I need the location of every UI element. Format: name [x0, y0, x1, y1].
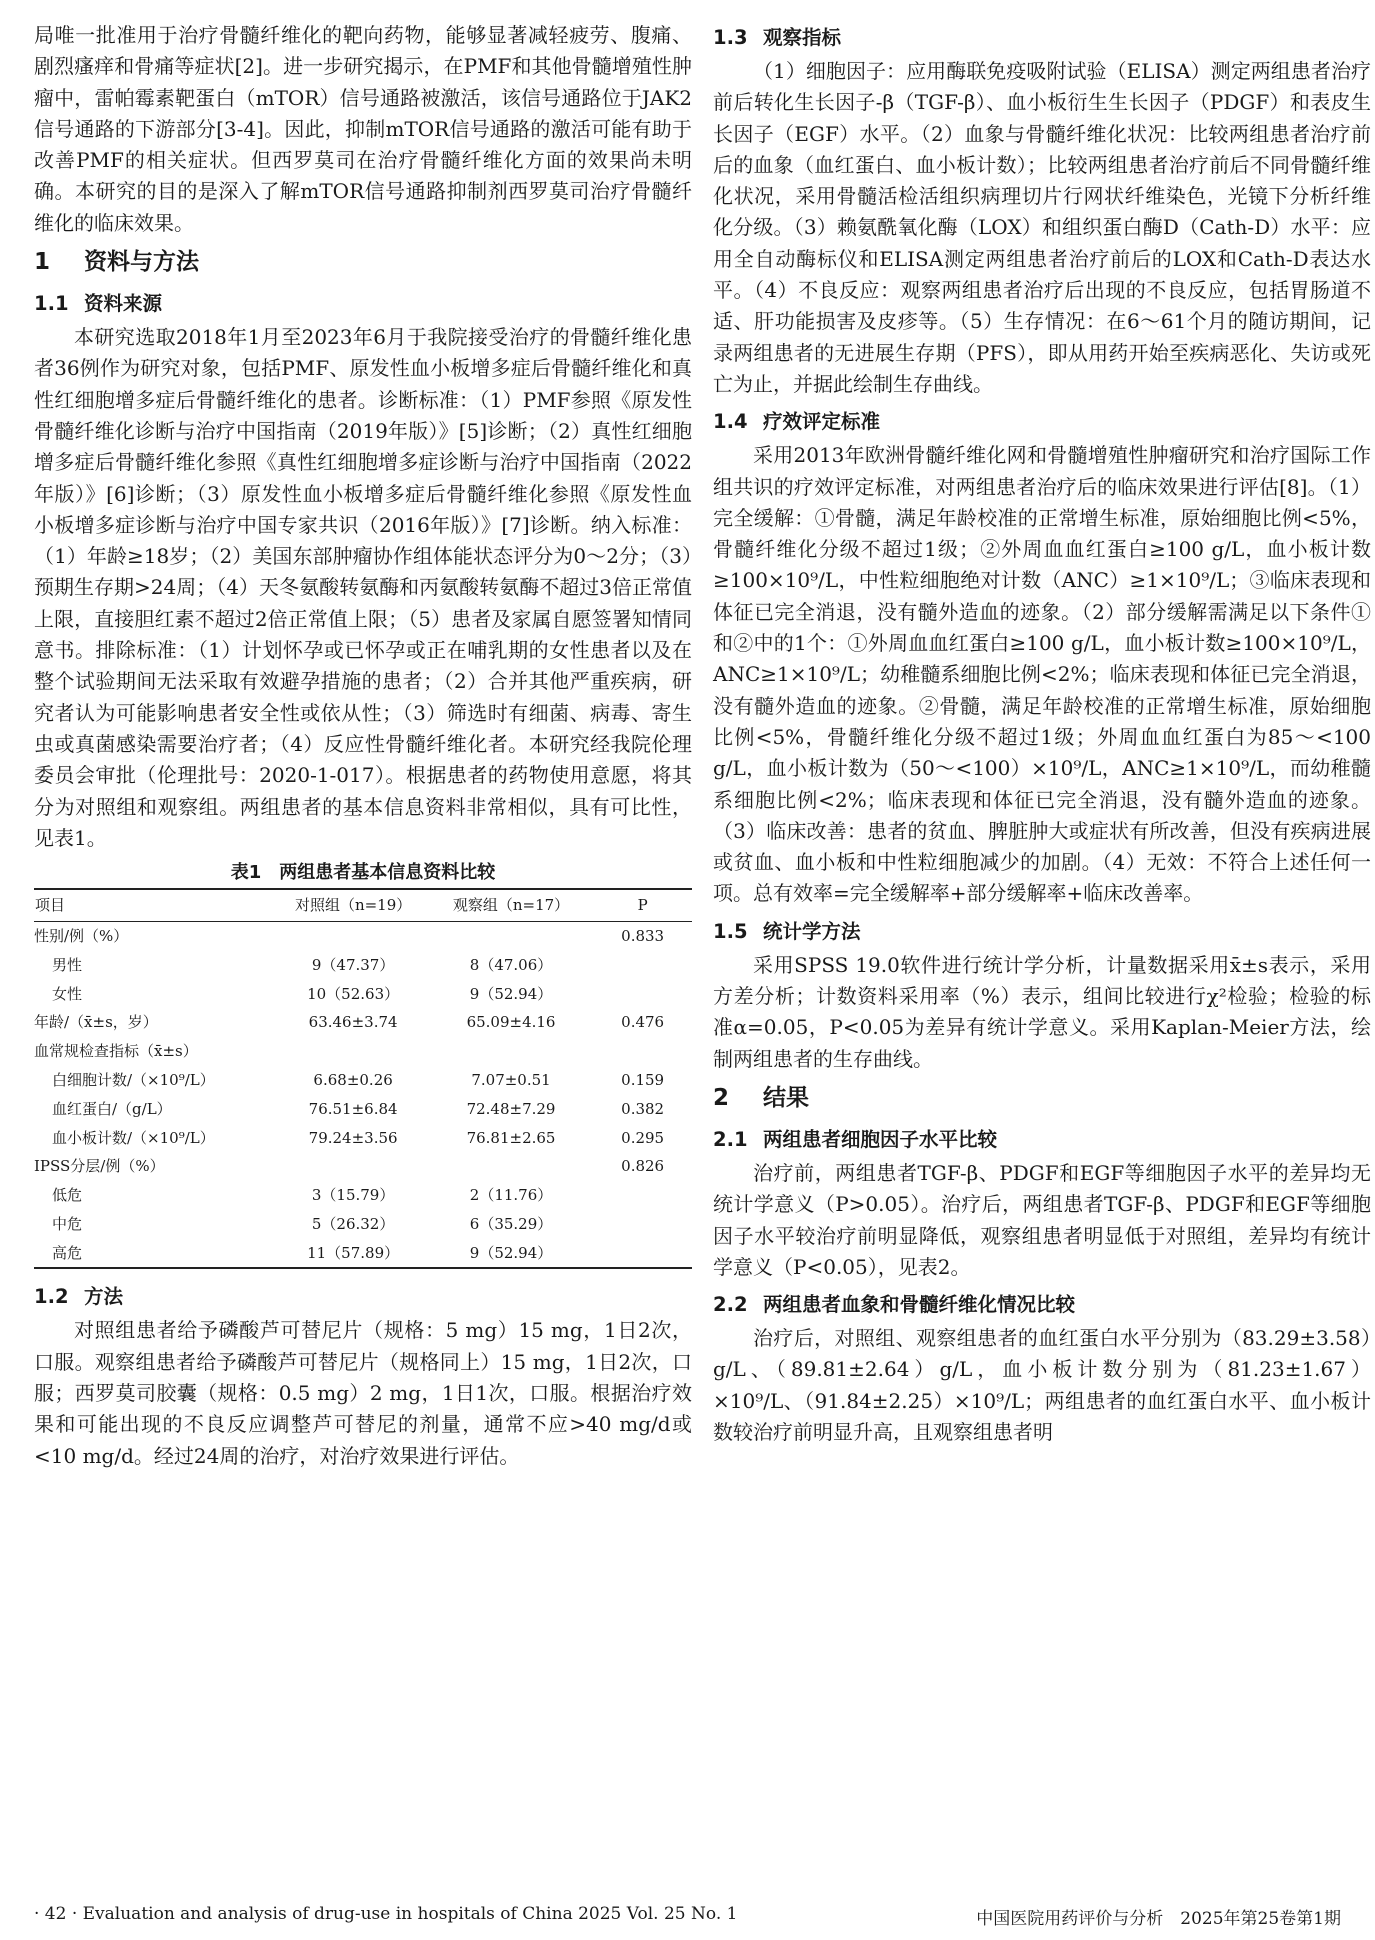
- table-cell: 76.51±6.84: [308, 1099, 398, 1118]
- table-cell: 高危: [52, 1243, 83, 1262]
- table-cell: 6.68±0.26: [313, 1070, 393, 1089]
- table-caption: 表1 两组患者基本信息资料比较: [230, 862, 496, 884]
- subsection-heading-1-4: [713, 404, 1371, 440]
- table-header-cell: P: [593, 889, 692, 921]
- table-cell: [277, 1037, 428, 1066]
- subsection-heading-1-5: [713, 914, 1371, 950]
- table-cell: 65.09±4.16: [466, 1013, 556, 1032]
- left-column: [34, 20, 692, 1472]
- table-cell: 9（52.94）: [469, 984, 553, 1003]
- table-cell: [277, 1152, 428, 1181]
- table-cell: 女性: [52, 984, 83, 1003]
- table-cell: 性别/例（%）: [34, 926, 129, 945]
- table-cell: 11（57.89）: [307, 1243, 400, 1262]
- table-cell: 8（47.06）: [469, 955, 553, 974]
- table-cell: [593, 1210, 692, 1239]
- paragraph-blood-fibrosis: 治疗后，对照组、观察组患者的血红蛋白水平分别为（83.29±3.58）g/L、（89.81±2.64）g/L，血小板计数分别为（81.23±1.67）×10⁹/L、（91.84±2.25）×10⁹/L；两组患者的血红蛋白水平、血小板计数较治疗前明显升高，且观察组患者明: [713, 1326, 1371, 1444]
- table-cell: 0.159: [621, 1070, 665, 1089]
- table-cell: [593, 1239, 692, 1269]
- table-header-row: [34, 889, 692, 921]
- table-row: [34, 1008, 692, 1037]
- table-cell: [593, 980, 692, 1009]
- table-row: [34, 951, 692, 980]
- table-cell: 72.48±7.29: [466, 1099, 556, 1118]
- table-cell: 血小板计数/（×10⁹/L）: [52, 1128, 215, 1147]
- right-column: [713, 20, 1371, 1448]
- table-cell: 9（52.94）: [469, 1243, 553, 1262]
- section-number: 1: [34, 249, 51, 276]
- table-cell: [593, 1037, 692, 1066]
- subsection-title: 方法: [84, 1285, 124, 1309]
- table-cell: [593, 1181, 692, 1210]
- subsection-title: 观察指标: [763, 26, 842, 49]
- paragraph-data-source: 本研究选取2018年1月至2023年6月于我院接受治疗的骨髓纤维化患者36例作为研究对象，包括PMF、原发性血小板增多症后骨髓纤维化和真性红细胞增多症后骨髓纤维化的患者。诊断标准：（1）PMF参照《原发性骨髓纤维化诊断与治疗中国指南（2019年版）》[5]诊断；（2）真性红细胞增多症后骨髓纤维化参照《真性红细胞增多症诊断与治疗中国指南（2022年版）》[6]诊断；（3）原发性血小板增多症后骨髓纤维化参照《原发性血小板增多症诊断与治疗中国专家共识（2016年版）》[7]诊断。纳入标准：（1）年龄≥18岁；（2）美国东部肿瘤协作组体能状态评分为0～2分；（3）预期生存期>24周；（4）天冬氨酸转氨酶和丙氨酸转氨酶不超过3倍正常值上限，直接胆红素不超过2倍正常值上限；（5）患者及家属自愿签署知情同意书。排除标准：（1）计划怀孕或已怀孕或正在哺乳期的女性患者以及在整个试验期间无法采取有效避孕措施的患者；（2）合并其他严重疾病，研究者认为可能影响患者安全性或依从性；（3）筛选时有细菌、病毒、寄生虫或真菌感染需要治疗者；（4）反应性骨髓纤维化者。本研究经我院伦理委员会审批（伦理批号：2020-1-017）。根据患者的药物使用意愿，将其分为对照组和观察组。两组患者的基本信息资料非常相似，具有可比性，见表1。: [34, 325, 692, 850]
- subsection-heading-2-2: [713, 1287, 1371, 1323]
- table-cell: [277, 921, 428, 950]
- table-row: [34, 1095, 692, 1124]
- table-row: [34, 1037, 692, 1066]
- table-cell: 年龄/（x̄±s，岁）: [34, 1013, 158, 1032]
- table-cell: 76.81±2.65: [466, 1128, 556, 1147]
- table-row: [34, 1066, 692, 1095]
- section-heading-1: [34, 242, 692, 282]
- table-header-cell: 项目: [34, 889, 277, 921]
- section-number: 2: [713, 1084, 730, 1111]
- subsection-number: 1.1: [34, 292, 69, 316]
- table-cell: 0.833: [621, 926, 665, 945]
- footer-journal-en: · 42 · Evaluation and analysis of drug-use in hospitals of China 2025 Vol. 25 No. 1: [34, 1904, 738, 1924]
- table-row: [34, 1124, 692, 1153]
- table-cell: 0.826: [621, 1157, 665, 1176]
- table-cell: 63.46±3.74: [308, 1013, 398, 1032]
- table-cell: 5（26.32）: [311, 1214, 395, 1233]
- table-cell: 男性: [52, 955, 83, 974]
- baseline-table: [34, 888, 692, 1269]
- subsection-number: 2.2: [713, 1293, 748, 1317]
- table-cell: 血常规检查指标（x̄±s）: [34, 1042, 198, 1061]
- subsection-title: 统计学方法: [763, 919, 861, 943]
- table-row: [34, 1239, 692, 1269]
- subsection-heading-1-1: [34, 286, 692, 322]
- section-title: 资料与方法: [84, 249, 199, 276]
- subsection-heading-2-1: [713, 1122, 1371, 1158]
- subsection-number: 1.3: [713, 26, 748, 49]
- table-cell: 血红蛋白/（g/L）: [52, 1099, 172, 1118]
- table-cell: 6（35.29）: [469, 1214, 553, 1233]
- table-cell: 0.295: [621, 1128, 665, 1147]
- subsection-title: 疗效评定标准: [763, 410, 881, 434]
- paragraph-methods: 对照组患者给予磷酸芦可替尼片（规格：5 mg）15 mg，1日2次，口服。观察组患者给予磷酸芦可替尼片（规格同上）15 mg，1日2次，口服；西罗莫司胶囊（规格：0.5 mg）2 mg，1日1次，口服。根据治疗效果和可能出现的不良反应调整芦可替尼的剂量，通常不应>40 mg/d或<10 mg/d。经过24周的治疗，对治疗效果进行评估。: [34, 1318, 692, 1468]
- table-row: [34, 1210, 692, 1239]
- table-cell: 0.382: [621, 1099, 665, 1118]
- paragraph-intro-continued: 局唯一批准用于治疗骨髓纤维化的靶向药物，能够显著减轻疲劳、腹痛、剧烈瘙痒和骨痛等症状[2]。进一步研究揭示，在PMF和其他骨髓增殖性肿瘤中，雷帕霉素靶蛋白（mTOR）信号通路被激活，该信号通路位于JAK2信号通路的下游部分[3-4]。因此，抑制mTOR信号通路的激活可能有助于改善PMF的相关症状。但西罗莫司在治疗骨髓纤维化方面的效果尚未明确。本研究的目的是深入了解mTOR信号通路抑制剂西罗莫司治疗骨髓纤维化的临床效果。: [34, 23, 692, 235]
- subsection-title: 资料来源: [84, 292, 163, 316]
- table-header-cell: 观察组（n=17）: [429, 889, 594, 921]
- table-cell: 7.07±0.51: [471, 1070, 551, 1089]
- table-cell: [429, 921, 594, 950]
- table-cell: 3（15.79）: [311, 1186, 395, 1205]
- paragraph-cytokines: 治疗前，两组患者TGF-β、PDGF和EGF等细胞因子水平的差异均无统计学意义（P>0.05）。治疗后，两组患者TGF-β、PDGF和EGF等细胞因子水平较治疗前明显降低，观察组患者明显低于对照组，差异均有统计学意义（P<0.05），见表2。: [713, 1160, 1371, 1279]
- paragraph-observation-indicators: （1）细胞因子：应用酶联免疫吸附试验（ELISA）测定两组患者治疗前后转化生长因子-β（TGF-β）、血小板衍生生长因子（PDGF）和表皮生长因子（EGF）水平。（2）血象与骨髓纤维化状况：比较两组患者治疗前后的血象（血红蛋白、血小板计数）；比较两组患者治疗前后不同骨髓纤维化状况，采用骨髓活检活组织病理切片行网状纤维染色，光镜下分析纤维化分级。（3）赖氨酰氧化酶（LOX）和组织蛋白酶D（Cath-D）水平：应用全自动酶标仪和ELISA测定两组患者治疗前后的LOX和Cath-D表达水平。（4）不良反应：观察两组患者治疗后出现的不良反应，包括胃肠道不适、肝功能损害及皮疹等。（5）生存情况：在6～61个月的随访期间，记录两组患者的无进展生存期（PFS），即从用药开始至疾病恶化、失访或死亡为止，并据此绘制生存曲线。: [713, 59, 1371, 396]
- subsection-number: 1.2: [34, 1285, 69, 1309]
- table-cell: 0.476: [621, 1013, 665, 1032]
- subsection-title: 两组患者细胞因子水平比较: [763, 1127, 998, 1151]
- table-cell: 79.24±3.56: [308, 1128, 398, 1147]
- subsection-title: 两组患者血象和骨髓纤维化情况比较: [763, 1293, 1076, 1317]
- table-cell: 10（52.63）: [307, 984, 400, 1003]
- table-row: [34, 921, 692, 950]
- table-cell: 2（11.76）: [469, 1186, 553, 1205]
- subsection-heading-1-2: [34, 1279, 692, 1315]
- subsection-number: 1.5: [713, 919, 748, 943]
- subsection-number: 1.4: [713, 410, 748, 434]
- subsection-number: 2.1: [713, 1127, 748, 1151]
- table-cell: 白细胞计数/（×10⁹/L）: [52, 1070, 215, 1089]
- table-cell: [593, 951, 692, 980]
- table-header-cell: 对照组（n=19）: [277, 889, 428, 921]
- table-cell: 9（47.37）: [311, 955, 395, 974]
- table-cell: [429, 1037, 594, 1066]
- table-row: [34, 980, 692, 1009]
- paragraph-efficacy-criteria: 采用2013年欧洲骨髓纤维化网和骨髓增殖性肿瘤研究和治疗国际工作组共识的疗效评定标准，对两组患者治疗后的临床效果进行评估[8]。（1）完全缓解：①骨髓，满足年龄校准的正常增生标准，原始细胞比例<5%，骨髓纤维化分级不超过1级；②外周血血红蛋白≥100 g/L，血小板计数≥100×10⁹/L，中性粒细胞绝对计数（ANC）≥1×10⁹/L；③临床表现和体征已完全消退，没有髓外造血的迹象。（2）部分缓解需满足以下条件①和②中的1个：①外周血血红蛋白≥100 g/L，血小板计数≥100×10⁹/L，ANC≥1×10⁹/L；幼稚髓系细胞比例<2%；临床表现和体征已完全消退，没有髓外造血的迹象。②骨髓，满足年龄校准的正常增生标准，原始细胞比例<5%，骨髓纤维化分级不超过1级；外周血血红蛋白为85～<100 g/L，血小板计数为（50～<100）×10⁹/L，ANC≥1×10⁹/L，而幼稚髓系细胞比例<2%；临床表现和体征已完全消退，没有髓外造血的迹象。（3）临床改善：患者的贫血、脾脏肿大或症状有所改善，但没有疾病进展或贫血、血小板和中性粒细胞减少的加剧。（4）无效：不符合上述任何一项。总有效率=完全缓解率+部分缓解率+临床改善率。: [713, 443, 1371, 906]
- footer-journal-cn: 中国医院用药评价与分析 2025年第25卷第1期: [976, 1909, 1341, 1929]
- table-cell: [429, 1152, 594, 1181]
- subsection-heading-1-3: [713, 20, 1371, 56]
- table-row: [34, 1181, 692, 1210]
- table-cell: IPSS分层/例（%）: [34, 1157, 165, 1176]
- table-cell: 低危: [52, 1186, 83, 1205]
- table-cell: 中危: [52, 1214, 83, 1233]
- section-heading-2: [713, 1078, 1371, 1118]
- paragraph-statistics: 采用SPSS 19.0软件进行统计学分析，计量数据采用x̄±s表示，采用方差分析；计数资料采用率（%）表示，组间比较进行χ²检验；检验的标准α=0.05，P<0.05为差异有统计学意义。采用Kaplan-Meier方法，绘制两组患者的生存曲线。: [713, 952, 1371, 1071]
- table-row: [34, 1152, 692, 1181]
- section-title: 结果: [763, 1084, 809, 1111]
